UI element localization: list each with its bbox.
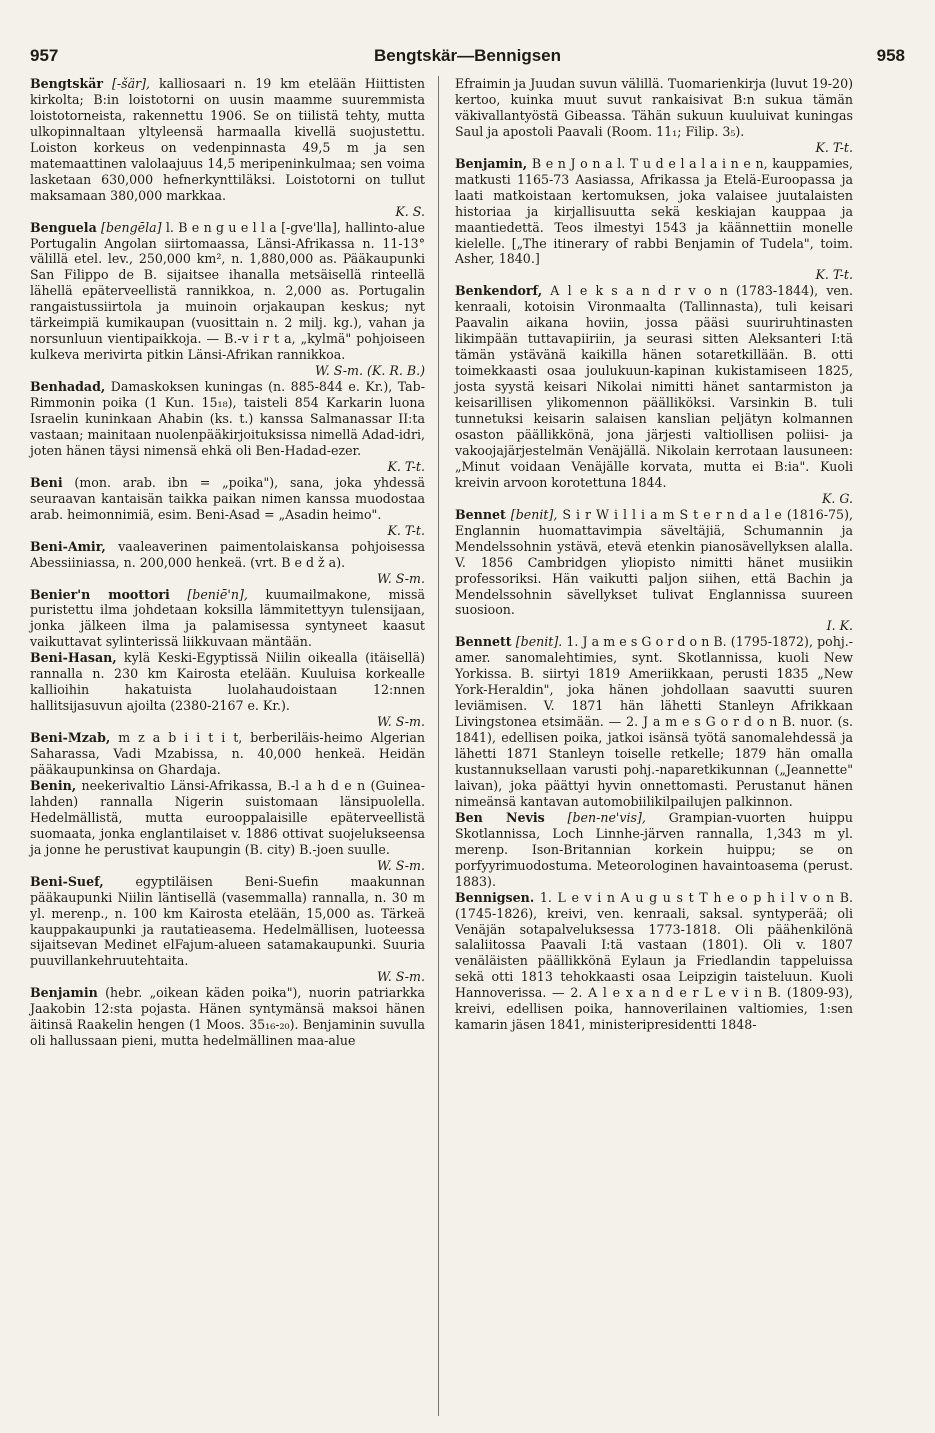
right-page-number: 958	[876, 46, 905, 65]
entry-text: neekerivaltio Länsi-Afrikassa, B.-l a h d e n (Guinea-lahden) rannalla Nigerin suistomaan länsipuolella. Hedelmällistä, mutta eurooppalaisille epäterveellistä suomaata, jonka englantilaiset v. 1886 ottivat suojelukseensa ja jonne he perustivat kaupungin (B. city) B.-joen suulle.	[30, 777, 425, 857]
author-signature: W. S-m.	[376, 714, 425, 730]
entry-headword: Benjamin	[30, 985, 98, 1001]
entry	[455, 634, 853, 809]
entry	[30, 539, 425, 571]
entry	[30, 730, 425, 778]
author-signature: W. S-m. (K. R. B.)	[314, 363, 425, 379]
entry-text: 1. L e v i n A u g u s t T h e o p h i l v o n B. (1745-1826), kreivi, ven. kenraali, saksal. syntyperää; oli Venäjän sotapalveluksessa 1773-1818. Oli päähenkilönä salaliitossa Paavali I:tä vastaan (1801). Oli v. 1807 venäläisten päällikkönä Eylaun ja Friedlandin tappeluissa sekä otti 1813 tehokkaasti osaa Leipzigin taisteluun. Kuoli Hannoverissa. — 2. A l e x a n d e r L e v i n B. (1809-93), kreivi, edellisen poika, hannoverilainen valtiomies, 1:sen kamarin jäsen 1841, ministeripresidentti 1848-	[455, 889, 853, 1033]
author-signature: K. T-t.	[387, 458, 425, 474]
author-signature: K. T-t.	[815, 139, 853, 155]
entry	[455, 283, 853, 490]
author-signature: W. S-m.	[376, 969, 425, 985]
entry-pronunciation: [ben-ne'vis],	[544, 809, 646, 825]
entry-headword: Beni	[30, 474, 63, 490]
column-divider	[438, 76, 439, 1416]
entry-text: B e n J o n a l. T u d e l a l a i n e n, kauppamies, matkusti 1165-73 Aasiassa, Afrikassa ja Etelä-Euroopassa ja laati matkoistaan kertomuksen, joka valaisee juutalaisten historiaa ja kirjallisuutta sekä keskiajan kauppaa ja maantiedettä. Teos ilmestyi 1543 ja käännettiin monelle kielelle. [„The itinerary of rabbi Benjamin of Tudela", toim. Asher, 1840.]	[455, 155, 853, 267]
author-signature: K. T-t.	[815, 267, 853, 283]
entry-text: m z a b i i t i t, berberiläis-heimo Algerian Saharassa, Vadi Mzabissa, n. 40,000 henkeä. Heidän pääkaupunkinsa on Ghardaja.	[30, 730, 425, 777]
entry	[455, 156, 853, 268]
entry-headword: Beni-Amir,	[30, 538, 106, 554]
entry-headword: Beni-Mzab,	[30, 730, 111, 746]
entry-pronunciation: [bengēla]	[96, 219, 162, 235]
entry	[30, 778, 425, 858]
left-page-number: 957	[30, 46, 59, 65]
running-title: Bengtskär—Bennigsen	[373, 46, 562, 65]
entry	[30, 650, 425, 714]
entry-headword: Bennet	[455, 506, 506, 522]
entry	[455, 507, 853, 619]
entry	[30, 76, 425, 204]
entry-text: (mon. arab. ibn = „poika"), sana, joka yhdessä seuraavan kantaisän taikka paikan nimen kanssa muodostaa arab. heimonnimiä, esim. Beni-Asad = „Asadin heimo".	[30, 474, 425, 522]
entry	[455, 76, 853, 140]
author-signature: K. G.	[821, 490, 853, 506]
entry-text: vaaleaverinen paimentolaiskansa pohjoisessa Abessiiniassa, n. 200,000 henkeä. (vrt. B e d ž a).	[30, 538, 425, 570]
entry-text: kylä Keski-Egyptissä Niilin oikealla (itäisellä) rannalla n. 230 km Kairosta etelään. Kuuluisa korkealle kallioihin hakatuista luolahaudoistaan 12:nnen hallitsijasuvun ajoilta (2380-2167 e. Kr.).	[30, 650, 425, 714]
entry-headword: Benguela	[30, 219, 97, 235]
entry	[30, 985, 425, 1049]
entry-headword: Ben Nevis	[455, 809, 545, 825]
entry	[30, 587, 425, 651]
entry-headword: Benhadad,	[30, 379, 106, 395]
entry-text: S i r W i l l i a m S t e r n d a l e (1816-75), Englannin huomattavimpia säveltäjiä, Schumannin ja Mendelssohnin ystävä, etevä etenkin pianosävellyksen alalla. V. 1856 Cambridgen yliopisto nimitti hänet musiikin professoriksi. Hän vaikutti paljon siihen, että Bachin ja Mendelssohnin sävellykset tulivat Englannissa suureen suosioon.	[455, 506, 853, 618]
entry-text: Efraimin ja Juudan suvun välillä. Tuomarienkirja (luvut 19-20) kertoo, kuinka muut suvut rankaisivat B:n sukua tämän väkivallantyöstä Gibeassa. Tähän sukuun kuuluivat kuningas Saul ja apostoli Paavali (Room. 11₁; Filip. 3₅).	[455, 76, 853, 139]
entry	[455, 890, 853, 1034]
entry-headword: Benin,	[30, 777, 77, 793]
entry-headword: Bennigsen.	[455, 889, 535, 905]
entry-headword: Beni-Hasan,	[30, 650, 117, 666]
entry-text: kalliosaari n. 19 km etelään Hiittisten kirkolta; B:in loistotorni on uusin maamme suuremmista loistotorneista, rakennettu 1906. Se on tiilistä tehty, mutta ulkopinnaltaan yltyleensä harmaalla kivellä suojustettu. Loiston korkeus on vedenpinnasta 49,5 m ja sen matemaattinen valolaajuus 14,5 meripeninkulmaa; sen voima lasketaan 630,000 hefnerkynttiläksi. Loistotorni on tullut maksamaan 380,000 markkaa.	[30, 76, 425, 203]
author-signature: W. S-m.	[376, 857, 425, 873]
entry-text: 1. J a m e s G o r d o n B. (1795-1872), pohj.-amer. sanomalehtimies, synt. Skotlannissa, kuoli New Yorkissa. B. siirtyi 1819 Ameriikkaan, perusti 1835 „New York-Heraldin", joka hänen johdollaan saavutti suuren leviämisen. V. 1871 hän lähetti Stanleyn Afrikkaan Livingstonea etsimään. — 2. J a m e s G o r d o n B. nuor. (s. 1841), edellisen poika, jatkoi isänsä työtä sanomalehdessä ja lähetti 1871 Stanleyn toiselle retkelle; 1879 hän omalla kustannuksellaan varusti pohj.-naparetkikunnan („Jeannette" laivan), joka päättyi hyvin onnettomasti. Perustanut hänen nimeänsä kantavan automobiilikilpailujen palkinnon.	[455, 634, 853, 809]
author-signature: W. S-m.	[376, 570, 425, 586]
entry	[30, 379, 425, 459]
entry-pronunciation: [benit].	[511, 634, 563, 650]
entry-pronunciation: [beniē'n],	[169, 586, 248, 602]
entry-pronunciation: [benit],	[505, 506, 558, 522]
entry-headword: Benkendorf,	[455, 283, 543, 299]
left-column	[30, 76, 425, 1049]
entry-text: A l e k s a n d r v o n (1783-1844), ven. kenraali, kotoisin Vironmaalta (Tallinnasta), tuli keisari Paavalin aikana hoviin, jossa pääsi suuriruhtinasten likimpään tuttavapiiriin, ja seurasi sitten Aleksanteri I:tä tämän ystävänä kaikilla hänen sotaretkillään. B. otti toimekkaasti osaa joulukuun-kapinan kukistamiseen 1825, josta syystä keisari Nikolai nimitti hänet santarmiston ja keisarillisen ylikomennon päälliköksi. Varsinkin B. tuli tunnetuksi keisarin salaisen kanslian peljätyn kolmannen osaston päällikkönä, jona järjesti valtiollisen poliisi- ja vakoojajärjestelmän Venäjällä. Nikolain kerrotaan lausuneen: „Minut voidaan Venäjälle korvata, mutta ei B:ia". Kuoli kreivin arvoon korotettuna 1844.	[455, 283, 853, 490]
entry-headword: Bengtskär	[30, 76, 104, 91]
entry	[30, 220, 425, 364]
entry-headword: Benier'n moottori	[30, 586, 170, 602]
entry-text: egyptiläisen Beni-Suefin maakunnan pääkaupunki Niilin läntisellä (vasemmalla) rannalla, n. 30 m yl. merenp., n. 100 km Kairosta etelään, 15,000 as. Tärkeä kauppakaupunki ja rautatieasema. Hedelmällisen, luoteessa sijaitsevan Medinet elFajum-alueen satamakaupunki. Suuria puuvillankehruutehtaita.	[30, 873, 425, 969]
page-header	[30, 46, 905, 66]
entry-text: l. B e n g u e l l a [-gve'lla], hallinto-alue Portugalin Angolan siirtomaassa, Länsi-Afrikassa n. 11-13° välillä etel. lev., 250,000 km², n. 1,880,000 as. Pääkaupunki San Filippo de B. sijaitsee ihanalla metsäisellä rinteellä lähellä epäterveellistä rannikkoa, n. 2,000 as. Portugalin rangaistussiirtola ja muinoin orjakaupan keskus; nyt tärkeimpiä kumikaupan (vuosittain n. 2 milj. kg.), vahan ja norsunluun vientipaikkoja. — B.-v i r t a, „kylmä" pohjoiseen kulkeva merivirta pitkin Länsi-Afrikan rannikkoa.	[30, 219, 425, 363]
entry-pronunciation: [-šär],	[103, 76, 151, 91]
entry	[30, 475, 425, 523]
author-signature: K. S.	[395, 203, 425, 219]
entry	[455, 810, 853, 890]
author-signature: I. K.	[826, 618, 853, 634]
entry-headword: Bennett	[455, 634, 512, 650]
entry-text: Grampian-vuorten huippu Skotlannissa, Loch Linnhe-järven rannalla, 1,343 m yl. merenp. Ison-Britannian korkein huippu; se on porfyyrimuodostuma. Meteorologinen havaintoasema (perust. 1883).	[455, 809, 853, 889]
entry-text: kuumailmakone, missä puristettu ilma johdetaan koksilla lämmitettyyn tulensijaan, jonka jälkeen ilma ja palamisessa syntyneet kaasut vaikuttavat sylinterissä liikkuvaan mäntään.	[30, 586, 425, 650]
entry	[30, 874, 425, 970]
author-signature: K. T-t.	[387, 522, 425, 538]
entry-text: Damaskoksen kuningas (n. 885-844 e. Kr.), Tab-Rimmonin poika (1 Kun. 15₁₈), taisteli 854 Karkarin luona Israelin kuninkaan Ahabin (ks. t.) kanssa Salmanassar II:ta vastaan; mainitaan nuolenpääkirjoituksissa nimellä Adad-idri, joten hänen täysi nimensä ehkä oli Ben-Hadad-ezer.	[30, 379, 425, 458]
entry-text: (hebr. „oikean käden poika"), nuorin patriarkka Jaakobin 12:sta pojasta. Hänen syntymänsä maksoi hänen äitinsä Raakelin hengen (1 Moos. 35₁₆-₂₀). Benjaminin suvulla oli hallussaan pieni, mutta hedelmällinen maa-alue	[30, 985, 425, 1049]
entry-headword: Benjamin,	[455, 155, 528, 171]
right-column	[455, 76, 853, 1033]
entry-headword: Beni-Suef,	[30, 873, 104, 889]
